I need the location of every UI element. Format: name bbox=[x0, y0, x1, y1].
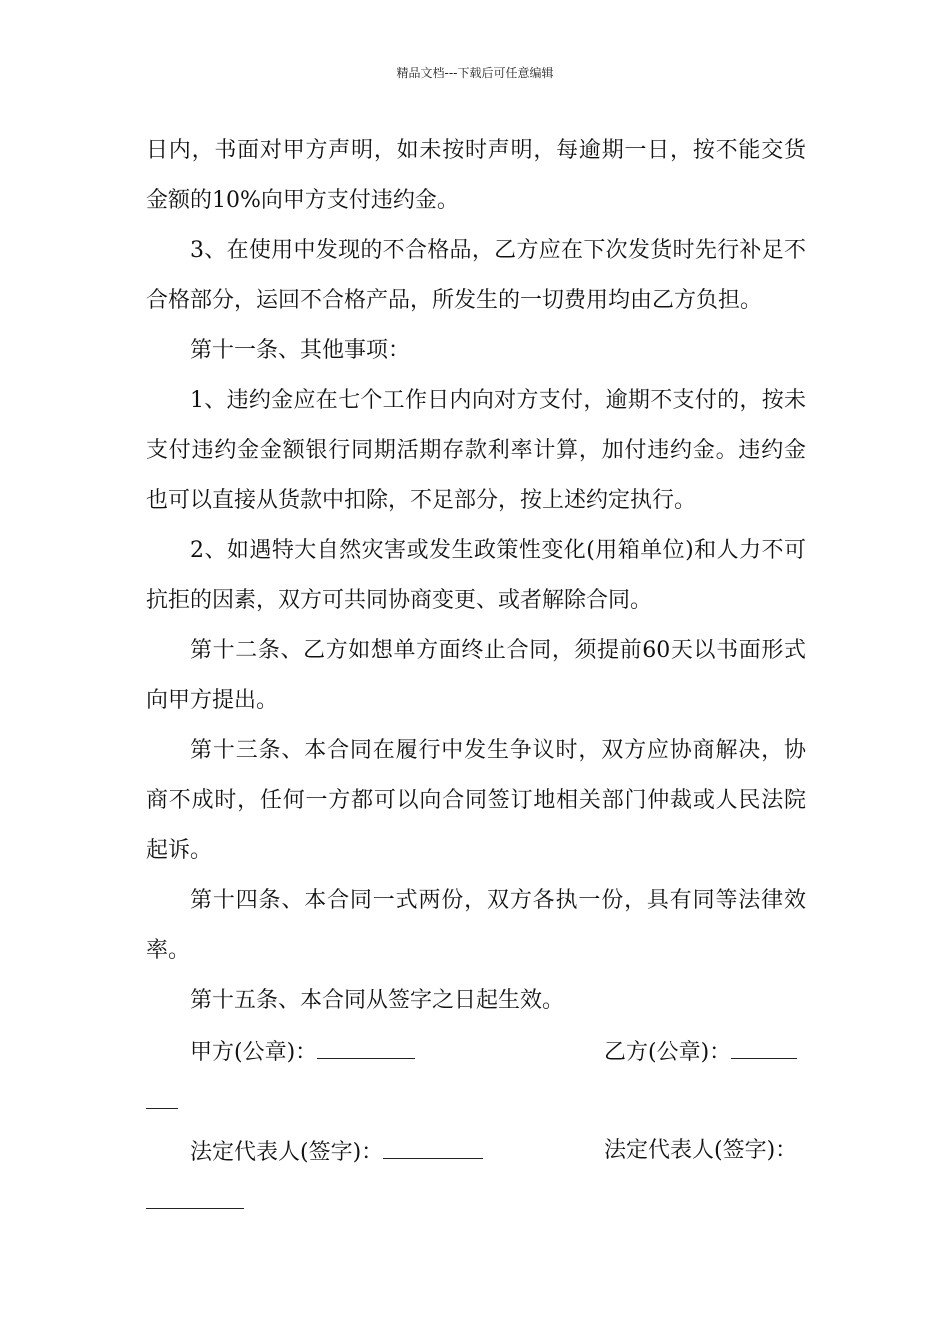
paragraph-line: 向甲方提出。 bbox=[146, 688, 279, 713]
paragraph-line: 日内，书面对甲方声明，如未按时声明，每逾期一日，按不能交货 bbox=[146, 138, 806, 163]
party-b-seal-blank-wrap bbox=[146, 1088, 178, 1109]
paragraph-line: 1、违约金应在七个工作日内向对方支付，逾期不支付的，按未 bbox=[190, 388, 806, 413]
paragraph-line: 第十四条、本合同一式两份，双方各执一份，具有同等法律效 bbox=[190, 888, 806, 913]
party-a-rep-field bbox=[190, 1138, 483, 1166]
party-b-seal-field bbox=[604, 1038, 797, 1066]
party-a-seal-blank bbox=[317, 1038, 415, 1059]
party-b-rep-blank-continued bbox=[146, 1188, 244, 1216]
paragraph-line: 2、如遇特大自然灾害或发生政策性变化(用箱单位)和人力不可 bbox=[190, 538, 806, 563]
party-a-seal-field bbox=[190, 1038, 415, 1066]
party-a-rep-label: 法定代表人(签字)： bbox=[190, 1140, 384, 1165]
party-a-rep-blank bbox=[383, 1138, 483, 1159]
section-heading: 第十一条、其他事项： bbox=[190, 338, 411, 363]
party-b-rep-blank bbox=[146, 1188, 244, 1209]
paragraph-line: 也可以直接从货款中扣除，不足部分，按上述约定执行。 bbox=[146, 488, 697, 513]
party-b-seal-label: 乙方(公章)： bbox=[604, 1040, 732, 1065]
paragraph-line: 起诉。 bbox=[146, 838, 213, 863]
paragraph-line: 支付违约金金额银行同期活期存款利率计算，加付违约金。违约金 bbox=[146, 438, 806, 463]
paragraph-line: 第十三条、本合同在履行中发生争议时，双方应协商解决，协 bbox=[190, 738, 806, 763]
party-a-seal-label: 甲方(公章)： bbox=[190, 1040, 318, 1065]
party-b-rep-field bbox=[604, 1138, 797, 1164]
paragraph-line: 金额的10%向甲方支付违约金。 bbox=[146, 188, 459, 213]
paragraph-line: 率。 bbox=[146, 938, 191, 963]
party-b-seal-blank bbox=[731, 1038, 797, 1059]
paragraph-line: 抗拒的因素，双方可共同协商变更、或者解除合同。 bbox=[146, 588, 653, 613]
paragraph-line: 第十五条、本合同从签字之日起生效。 bbox=[190, 988, 565, 1013]
paragraph-line: 合格部分，运回不合格产品，所发生的一切费用均由乙方负担。 bbox=[146, 288, 763, 313]
party-b-seal-blank-continued bbox=[146, 1088, 178, 1116]
paragraph-line: 第十二条、乙方如想单方面终止合同，须提前60天以书面形式 bbox=[190, 638, 806, 663]
paragraph-line: 商不成时，任何一方都可以向合同签订地相关部门仲裁或人民法院 bbox=[146, 788, 806, 813]
paragraph-line: 3、在使用中发现的不合格品，乙方应在下次发货时先行补足不 bbox=[190, 238, 806, 263]
page-header: 精品文档---下载后可任意编辑 bbox=[396, 66, 554, 80]
party-b-rep-label: 法定代表人(签字)： bbox=[604, 1138, 798, 1163]
